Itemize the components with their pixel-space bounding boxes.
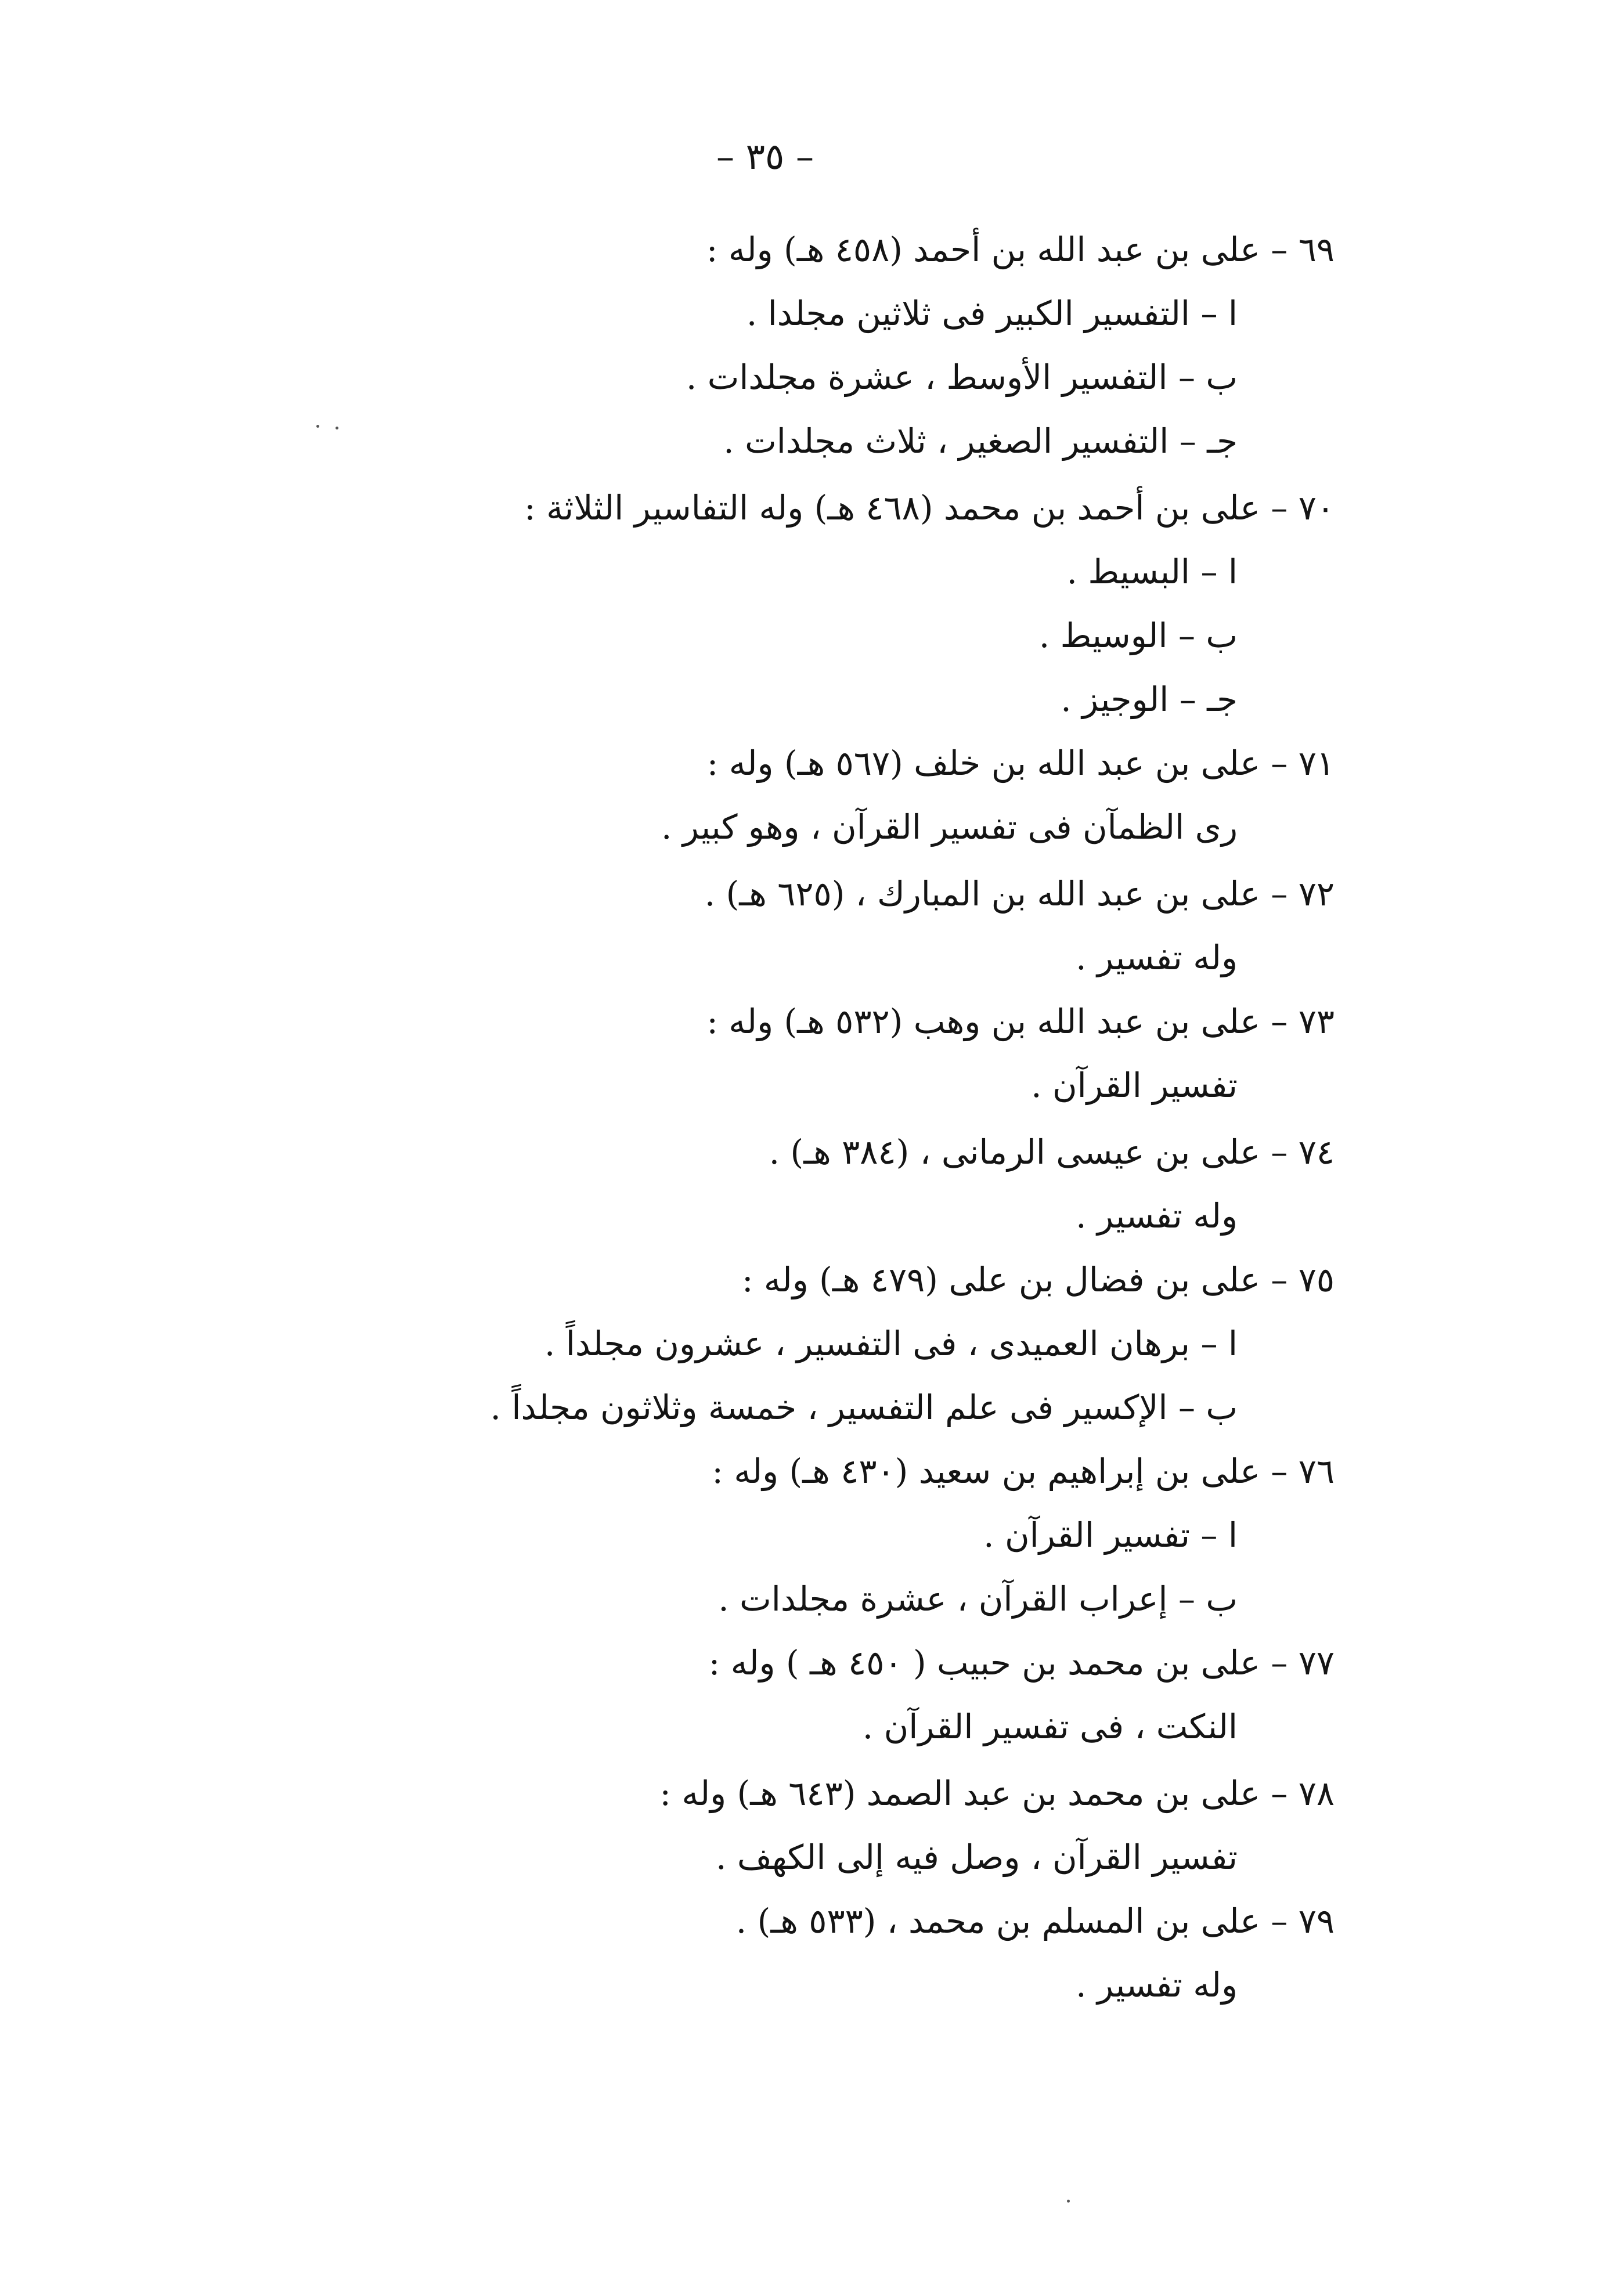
subentry-line: ا – برهان العميدى ، فى التفسير ، عشرون مجلداً .: [544, 1324, 1238, 1363]
entry-line-78: ٧٨ – على بن محمد بن عبد الصمد (٦٤٣ هـ) وله :: [659, 1774, 1335, 1813]
subentry-line: تفسير القرآن .: [1031, 1066, 1238, 1105]
entry-line-73: ٧٣ – على بن عبد الله بن وهب (٥٣٢ هـ) وله :: [706, 1002, 1335, 1041]
entry-line-74: ٧٤ – على بن عيسى الرمانى ، (٣٨٤ هـ) .: [769, 1132, 1335, 1172]
subentry-line: النكت ، فى تفسير القرآن .: [862, 1707, 1238, 1746]
subentry-line: ب – الإكسير فى علم التفسير ، خمسة وثلاثون مجلداً .: [490, 1388, 1238, 1427]
subentry-line: ب – التفسير الأوسط ، عشرة مجلدات .: [686, 358, 1238, 397]
subentry-line: رى الظمآن فى تفسير القرآن ، وهو كبير .: [661, 807, 1238, 847]
subentry-line: وله تفسير .: [1076, 938, 1238, 977]
subentry-line: وله تفسير .: [1076, 1965, 1238, 2005]
subentry-line: ا – التفسير الكبير فى ثلاثين مجلدا .: [746, 294, 1238, 333]
page-number: – ٣٥ –: [716, 135, 814, 178]
entry-line-69: ٦٩ – على بن عبد الله بن أحمد (٤٥٨ هـ) وله :: [706, 230, 1335, 269]
subentry-line: ا – البسيط .: [1066, 552, 1238, 591]
subentry-line: ب – إعراب القرآن ، عشرة مجلدات .: [718, 1579, 1238, 1619]
entry-line-72: ٧٢ – على بن عبد الله بن المبارك ، (٦٢٥ هـ) .: [704, 874, 1335, 914]
subentry-line: جـ – التفسير الصغير ، ثلاث مجلدات .: [723, 421, 1238, 461]
entry-line-76: ٧٦ – على بن إبراهيم بن سعيد (٤٣٠ هـ) وله :: [712, 1452, 1335, 1491]
subentry-line: وله تفسير .: [1076, 1196, 1238, 1236]
subentry-line: جـ – الوجيز .: [1061, 680, 1238, 719]
entry-line-77: ٧٧ – على بن محمد بن حبيب ( ٤٥٠ هـ ) وله :: [708, 1643, 1335, 1683]
scan-speck: [336, 427, 338, 429]
scan-speck: [1067, 2200, 1070, 2203]
subentry-line: ب – الوسيط .: [1038, 616, 1238, 655]
entry-line-71: ٧١ – على بن عبد الله بن خلف (٥٦٧ هـ) وله :: [706, 743, 1335, 783]
entry-line-75: ٧٥ – على بن فضال بن على (٤٧٩ هـ) وله :: [741, 1260, 1335, 1299]
subentry-line: ا – تفسير القرآن .: [983, 1515, 1238, 1555]
scan-speck: [316, 425, 319, 428]
subentry-line: تفسير القرآن ، وصل فيه إلى الكهف .: [716, 1837, 1238, 1877]
entry-line-70: ٧٠ – على بن أحمد بن محمد (٤٦٨ هـ) وله التفاسير الثلاثة :: [524, 488, 1335, 528]
entry-line-79: ٧٩ – على بن المسلم بن محمد ، (٥٣٣ هـ) .: [735, 1901, 1335, 1941]
